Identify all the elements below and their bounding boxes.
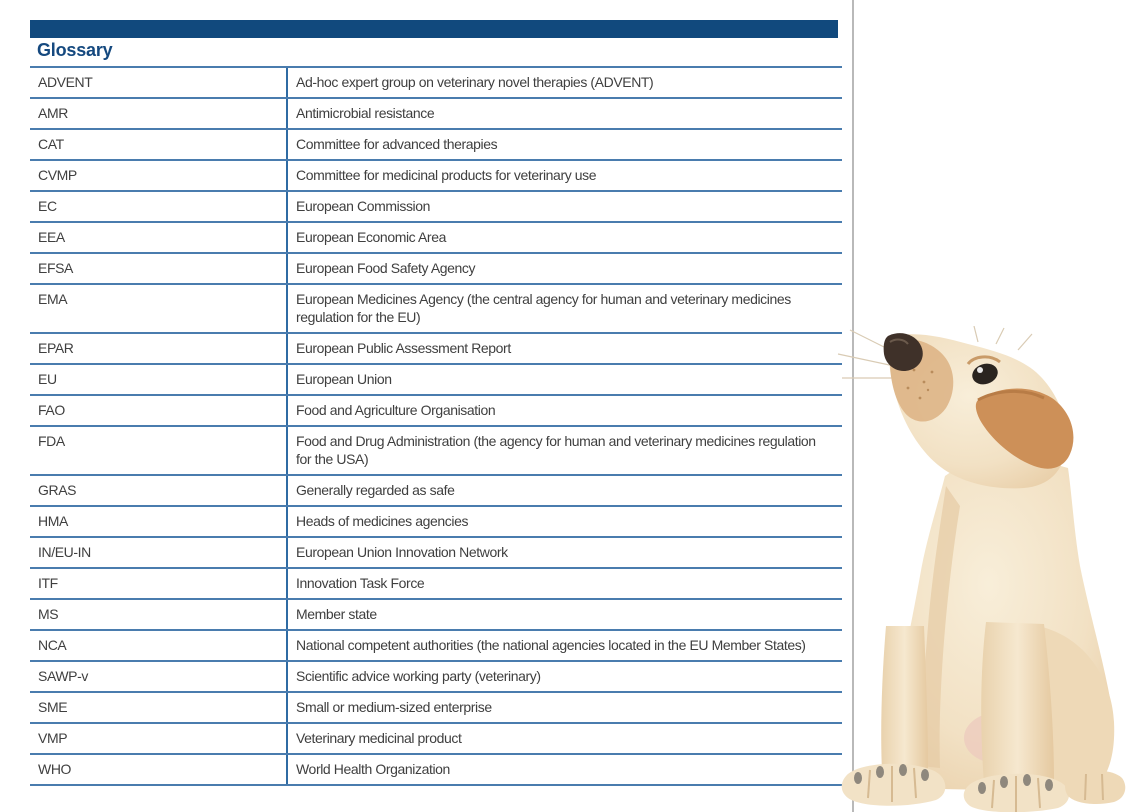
glossary-abbr: VMP — [30, 723, 287, 754]
glossary-abbr: FDA — [30, 426, 287, 475]
glossary-table — [30, 66, 842, 786]
glossary-row — [30, 253, 842, 284]
glossary-definition: Generally regarded as safe — [287, 475, 842, 506]
glossary-row — [30, 661, 842, 692]
glossary-row — [30, 723, 842, 754]
glossary-definition: European Food Safety Agency — [287, 253, 842, 284]
glossary-row — [30, 160, 842, 191]
glossary-abbr: EFSA — [30, 253, 287, 284]
glossary-row — [30, 67, 842, 98]
glossary-abbr: AMR — [30, 98, 287, 129]
glossary-definition: Committee for medicinal products for veterinary use — [287, 160, 842, 191]
section-header-bar — [30, 20, 838, 38]
glossary-row — [30, 630, 842, 661]
glossary-abbr: EC — [30, 191, 287, 222]
page-title: Glossary — [37, 40, 113, 60]
glossary-row — [30, 754, 842, 785]
glossary-row — [30, 98, 842, 129]
glossary-definition: Heads of medicines agencies — [287, 506, 842, 537]
glossary-abbr: HMA — [30, 506, 287, 537]
glossary-definition: Innovation Task Force — [287, 568, 842, 599]
glossary-abbr: SAWP-v — [30, 661, 287, 692]
glossary-row — [30, 191, 842, 222]
glossary-row — [30, 506, 842, 537]
glossary-definition: Committee for advanced therapies — [287, 129, 842, 160]
glossary-abbr: GRAS — [30, 475, 287, 506]
glossary-definition: European Medicines Agency (the central agency for human and veterinary medicines regulation for the EU) — [287, 284, 842, 333]
glossary-definition: European Public Assessment Report — [287, 333, 842, 364]
glossary-abbr: IN/EU-IN — [30, 537, 287, 568]
glossary-row — [30, 599, 842, 630]
glossary-row — [30, 426, 842, 475]
glossary-row — [30, 284, 842, 333]
glossary-definition: Food and Agriculture Organisation — [287, 395, 842, 426]
glossary-abbr: CVMP — [30, 160, 287, 191]
glossary-row — [30, 129, 842, 160]
glossary-abbr: WHO — [30, 754, 287, 785]
glossary-abbr: SME — [30, 692, 287, 723]
glossary-abbr: MS — [30, 599, 287, 630]
glossary-definition: World Health Organization — [287, 754, 842, 785]
glossary-definition: Small or medium-sized enterprise — [287, 692, 842, 723]
glossary-row — [30, 222, 842, 253]
glossary-abbr: EPAR — [30, 333, 287, 364]
glossary-abbr: EU — [30, 364, 287, 395]
glossary-row — [30, 475, 842, 506]
glossary-row — [30, 568, 842, 599]
glossary-definition: National competent authorities (the national agencies located in the EU Member States) — [287, 630, 842, 661]
glossary-definition: Ad-hoc expert group on veterinary novel therapies (ADVENT) — [287, 67, 842, 98]
glossary-definition: Scientific advice working party (veterinary) — [287, 661, 842, 692]
glossary-row — [30, 364, 842, 395]
glossary-abbr: EEA — [30, 222, 287, 253]
glossary-definition: European Union Innovation Network — [287, 537, 842, 568]
glossary-abbr: ITF — [30, 568, 287, 599]
glossary-abbr: FAO — [30, 395, 287, 426]
glossary-row — [30, 692, 842, 723]
glossary-definition: Veterinary medicinal product — [287, 723, 842, 754]
puppy-front-leg-left — [881, 626, 928, 772]
glossary-definition: European Union — [287, 364, 842, 395]
glossary-abbr: CAT — [30, 129, 287, 160]
glossary-row — [30, 537, 842, 568]
glossary-row — [30, 395, 842, 426]
glossary-definition: European Commission — [287, 191, 842, 222]
glossary-abbr: ADVENT — [30, 67, 287, 98]
glossary-definition: Member state — [287, 599, 842, 630]
puppy-photo — [828, 326, 1128, 812]
glossary-definition: European Economic Area — [287, 222, 842, 253]
glossary-definition: Antimicrobial resistance — [287, 98, 842, 129]
glossary-definition: Food and Drug Administration (the agency for human and veterinary medicines regulation for the USA) — [287, 426, 842, 475]
puppy-front-leg-right — [981, 622, 1054, 784]
glossary-row — [30, 333, 842, 364]
glossary-abbr: EMA — [30, 284, 287, 333]
glossary-table-body — [30, 67, 842, 785]
glossary-abbr: NCA — [30, 630, 287, 661]
